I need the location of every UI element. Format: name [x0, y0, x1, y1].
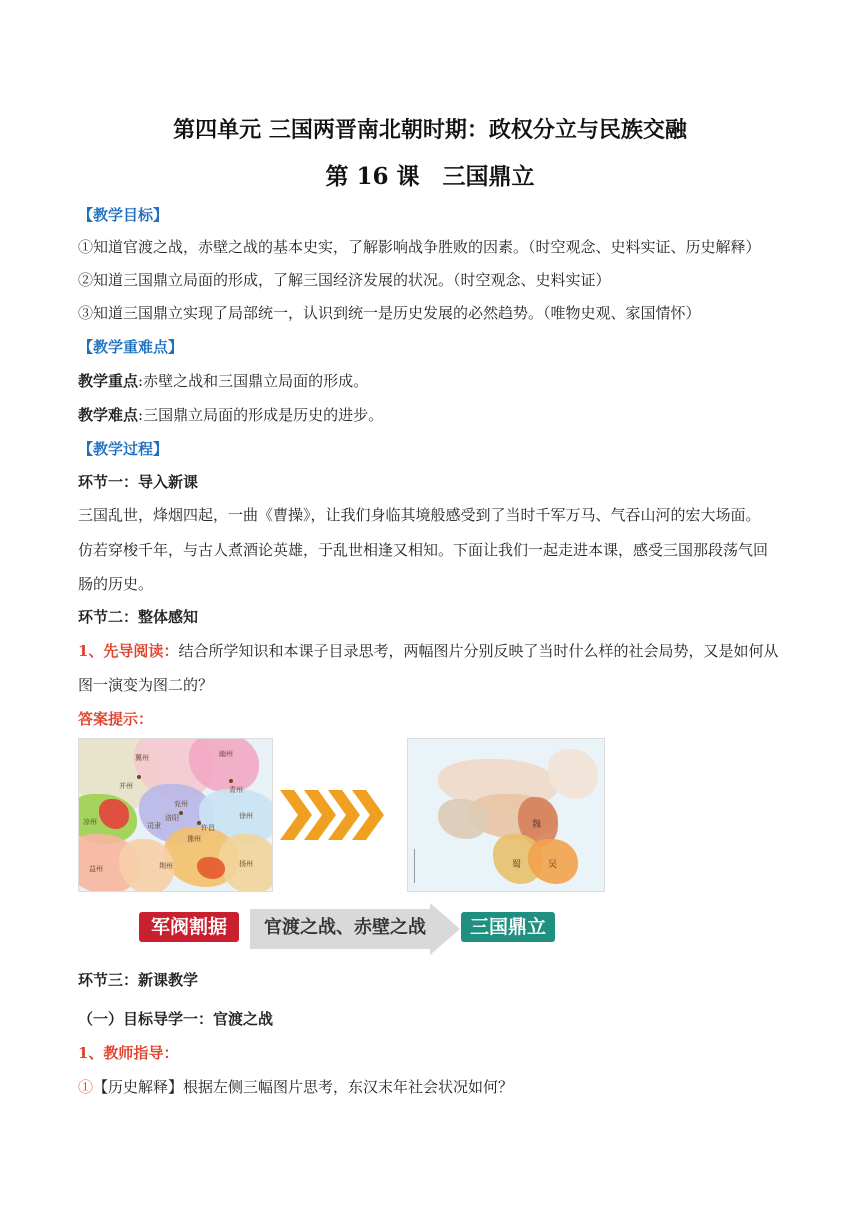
- map1-label: 幽州: [219, 750, 233, 758]
- reading-label: 1、先导阅读：: [78, 642, 179, 660]
- difficulty-line: [78, 405, 383, 425]
- flow-tag-warlords: 军阀割据: [139, 912, 239, 942]
- keypoints-heading: 【教学重难点】: [78, 338, 184, 356]
- chevron-arrows-icon: [280, 790, 400, 840]
- teacher-guide-label: 1、教师指导：: [78, 1044, 179, 1062]
- map1-label: 荆州: [159, 862, 173, 870]
- focus-text: :赤壁之战和三国鼎立局面的形成。: [138, 372, 369, 390]
- objective-item-1: ①知道官渡之战，赤壁之战的基本史实，了解影响战争胜败的因素。（时空观念、史料实证、历史解释）: [78, 238, 761, 256]
- intro-line-2: 仿若穿梭千年，与古人煮酒论英雄，于乱世相逢又相知。下面让我们一起走进本课，感受三国那段荡气回: [78, 541, 769, 559]
- objective-item-2: ②知道三国鼎立局面的形成，了解三国经济发展的状况。（时空观念、史料实证）: [78, 271, 611, 289]
- objective-item-3: ③知道三国鼎立实现了局部统一，认识到统一是历史发展的必然趋势。（唯物史观、家国情怀）: [78, 304, 701, 322]
- map1-label: 徐州: [239, 812, 253, 820]
- warlord-map-image: [78, 738, 273, 892]
- step3-heading: 环节三：新课教学: [78, 971, 199, 989]
- reading-line-1: [78, 641, 778, 661]
- intro-line-3: 肠的历史。: [78, 575, 154, 593]
- map1-label: 司隶: [147, 822, 161, 830]
- map1-label: 益州: [89, 865, 103, 873]
- map2-label: 蜀: [512, 860, 522, 870]
- reading-text-1: 结合所学知识和本课子目录思考，两幅图片分别反映了当时什么样的社会局势，又是如何从: [178, 642, 779, 660]
- section1-heading: （一）目标导学一：官渡之战: [78, 1010, 274, 1028]
- focus-line: [78, 371, 368, 391]
- map1-label: 并州: [119, 782, 133, 790]
- map1-label: 冀州: [135, 754, 149, 762]
- question-1-text: 【历史解释】根据左侧三幅图片思考，东汉末年社会状况如何？: [93, 1078, 514, 1096]
- unit-title: 第四单元 三国两晋南北朝时期：政权分立与民族交融: [173, 117, 687, 143]
- process-heading: 【教学过程】: [78, 440, 169, 458]
- focus-label: 教学重点: [78, 372, 139, 390]
- map2-label: 吴: [548, 860, 558, 870]
- map1-label: 洛阳: [165, 814, 179, 822]
- map1-label: 扬州: [239, 860, 253, 868]
- map1-label: 凉州: [83, 818, 97, 826]
- intro-line-1: 三国乱世，烽烟四起，一曲《曹操》，让我们身临其境般感受到了当时千军万马、气吞山河的宏大场面。: [78, 506, 761, 524]
- map1-label: 青州: [229, 786, 243, 794]
- objectives-heading: 【教学目标】: [78, 206, 169, 224]
- difficulty-text: :三国鼎立局面的形成是历史的进步。: [138, 406, 384, 424]
- map1-label: 兖州: [174, 800, 188, 808]
- map2-label: 魏: [532, 820, 542, 830]
- reading-line-2: 图一演变为图二的？: [78, 676, 214, 694]
- step1-heading: 环节一：导入新课: [78, 473, 199, 491]
- map1-label: 许昌: [201, 824, 215, 832]
- difficulty-label: 教学难点: [78, 406, 139, 424]
- answer-label: 答案提示：: [78, 710, 154, 728]
- map1-label: 豫州: [187, 835, 201, 843]
- lesson-title: 第 16 课 三国鼎立: [325, 163, 535, 190]
- three-kingdoms-map-image: [407, 738, 605, 892]
- step2-heading: 环节二：整体感知: [78, 608, 199, 626]
- flow-tag-three-kingdoms: 三国鼎立: [461, 912, 555, 942]
- question-1: [78, 1077, 513, 1097]
- question-1-number: ①: [78, 1078, 94, 1096]
- flow-tag-battles: 官渡之战、赤壁之战: [264, 917, 426, 938]
